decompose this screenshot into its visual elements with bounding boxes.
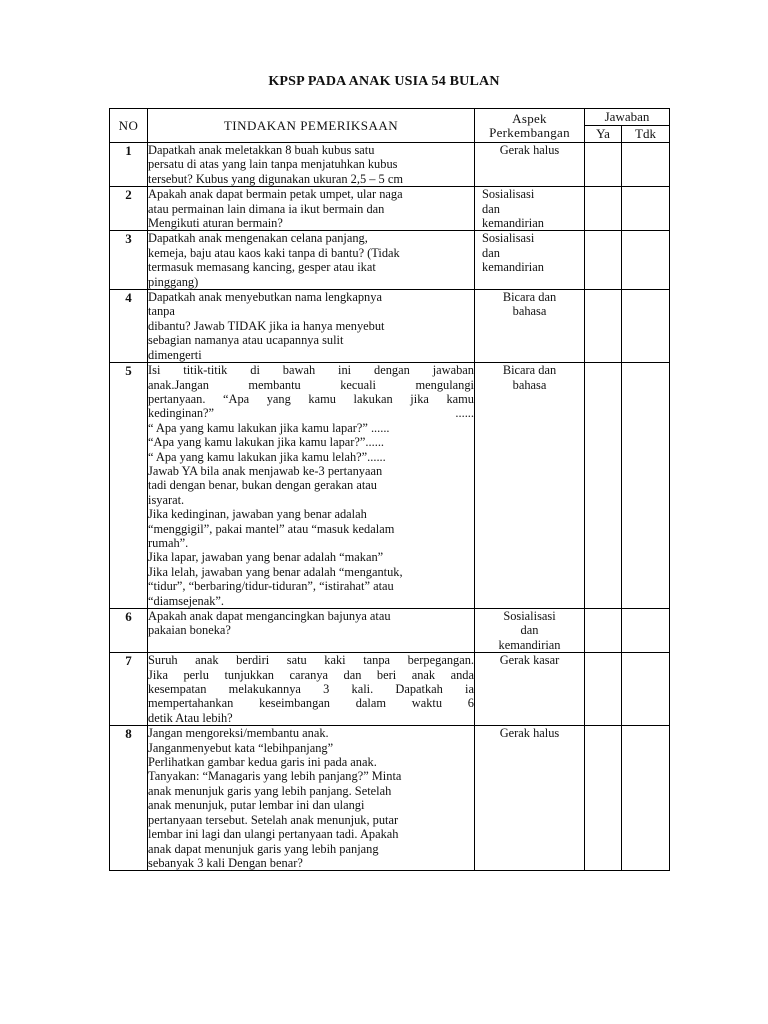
aspect-line: Gerak kasar [499,653,560,668]
question-line: pertanyaan. “Apa yang kamu lakukan jika kamu [148,391,474,406]
question-line: anak.Jangan membantu kecuali mengulangi [148,377,474,392]
answer-tdk-cell[interactable] [622,143,670,187]
question-cell [148,231,475,290]
table-row [110,187,670,231]
aspect-line: Sosialisasi [503,609,556,623]
question-line: tanpa [148,304,175,319]
answer-ya-cell[interactable] [585,653,622,726]
header-aspek-line1: Aspek [512,110,547,126]
question-line: sebanyak 3 kali Dengan benar? [148,855,303,870]
question-line: “ Apa yang kamu lakukan jika kamu lelah?”...... [148,449,386,464]
answer-tdk-cell[interactable] [622,609,670,653]
row-number: 1 [110,143,148,187]
question-line: “ Apa yang kamu lakukan jika kamu lapar?” ...... [148,420,390,435]
question-line: tersebut? Kubus yang digunakan ukuran 2,5 – 5 cm [148,171,403,186]
aspect-cell [475,143,585,187]
aspect-line: Gerak halus [499,726,560,741]
aspect-line: Gerak halus [499,143,560,157]
aspect-cell [475,726,585,871]
question-line: Dapatkah anak meletakkan 8 buah kubus satu [148,143,375,157]
answer-tdk-cell[interactable] [622,653,670,726]
aspect-line: kemandirian [482,216,544,231]
question-line: dibantu? Jawab TIDAK jika ia hanya menyebut [148,318,385,333]
question-line: atau permainan lain dimana ia ikut bermain dan [148,201,385,216]
answer-tdk-cell[interactable] [622,726,670,871]
question-line: Apakah anak dapat mengancingkan bajunya atau [148,609,391,623]
header-tindakan: TINDAKAN PEMERIKSAAN [148,109,475,143]
question-cell [148,653,475,726]
question-line: pakaian boneka? [148,623,231,638]
aspect-line: dan [520,623,539,638]
question-line: persatu di atas yang lain tanpa menjatuhkan kubus [148,157,398,172]
question-line: anak menunjuk garis yang lebih panjang. Setelah [148,783,392,798]
question-line: Tanyakan: “Managaris yang lebih panjang?” Minta [148,769,402,784]
kpsp-table [109,108,670,871]
table-row [110,290,670,363]
answer-tdk-cell[interactable] [622,187,670,231]
aspect-line: kemandirian [482,260,544,275]
row-number: 6 [110,609,148,653]
aspect-cell [475,363,585,609]
answer-tdk-cell[interactable] [622,290,670,363]
row-number: 7 [110,653,148,726]
table-row [110,653,670,726]
question-line: Jangan mengoreksi/membantu anak. [148,726,329,741]
answer-ya-cell[interactable] [585,726,622,871]
question-line: mempertahankan keseimbangan dalam waktu 6 [148,696,474,711]
question-line: lembar ini lagi dan ulangi pertanyaan tadi. Apakah [148,827,399,842]
question-line: sebagian namanya atau ucapannya sulit [148,333,344,348]
row-number: 5 [110,363,148,609]
question-line: kemeja, baju atau kaos kaki tanpa di bantu? (Tidak [148,245,400,260]
question-line: rumah”. [148,535,189,550]
question-line: Perlihatkan gambar kedua garis ini pada anak. [148,755,377,770]
question-line: tadi dengan benar, bukan dengan gerakan atau [148,478,377,493]
document-title: KPSP PADA ANAK USIA 54 BULAN [268,74,500,89]
question-line: Mengikuti aturan bermain? [148,216,283,231]
header-no: NO [110,109,148,143]
question-line: Dapatkah anak menyebutkan nama lengkapnya [148,290,382,305]
table-body [110,143,670,871]
question-line: dimengerti [148,347,202,362]
question-line: Jika kedinginan, jawaban yang benar adalah [148,507,367,522]
table-row [110,231,670,290]
aspect-line: kemandirian [498,637,561,652]
question-line: Suruh anak berdiri satu kaki tanpa berpegangan. [148,653,474,668]
row-number: 4 [110,290,148,363]
aspect-line: Bicara dan [502,290,557,305]
aspect-cell [475,653,585,726]
question-cell [148,143,475,187]
answer-ya-cell[interactable] [585,290,622,363]
aspect-line: dan [482,245,500,260]
row-number: 8 [110,726,148,871]
header-jawaban: Jawaban [585,109,670,126]
question-line: pertanyaan tersebut. Setelah anak menunjuk, putar [148,812,399,827]
question-cell [148,609,475,653]
question-line: anak dapat menunjuk garis yang lebih panjang [148,841,379,856]
answer-ya-cell[interactable] [585,363,622,609]
table-row [110,363,670,609]
aspect-line: Sosialisasi [482,231,535,246]
question-line: Jika lapar, jawaban yang benar adalah “makan” [148,550,384,565]
answer-ya-cell[interactable] [585,609,622,653]
question-cell [148,187,475,231]
aspect-line: Sosialisasi [482,187,535,202]
aspect-line: dan [482,201,500,216]
question-line: kesempatan melakukannya 3 kali. Dapatkah ia [148,682,474,697]
question-line: detik Atau lebih? [148,710,233,725]
aspect-cell [475,290,585,363]
table-row [110,726,670,871]
header-ya: Ya [585,126,622,143]
table-row [110,609,670,653]
question-line: pinggang) [148,274,199,289]
question-line: Jika lelah, jawaban yang benar adalah “mengantuk, [148,564,403,579]
answer-tdk-cell[interactable] [622,231,670,290]
aspect-line: Bicara dan [502,363,557,378]
question-line: “menggigil”, pakai mantel” atau “masuk kedalam [148,521,395,536]
aspect-cell [475,609,585,653]
question-line: isyarat. [148,492,185,507]
answer-ya-cell[interactable] [585,231,622,290]
question-line: “Apa yang kamu lakukan jika kamu lapar?”...... [148,435,385,450]
aspect-cell [475,231,585,290]
question-cell [148,290,475,363]
question-line: Dapatkah anak mengenakan celana panjang, [148,231,368,246]
header-aspek-line2: Perkembangan [489,124,570,140]
question-line: Apakah anak dapat bermain petak umpet, ular naga [148,187,403,202]
question-line: Jawab YA bila anak menjawab ke-3 pertanyaan [148,463,383,478]
question-line: “diamsejenak”. [148,593,225,608]
question-cell [148,726,475,871]
question-line: “tidur”, “berbaring/tidur-tiduran”, “istirahat” atau [148,579,394,594]
aspect-line: bahasa [512,377,547,392]
row-number: 3 [110,231,148,290]
header-tdk: Tdk [622,126,670,143]
answer-ya-cell[interactable] [585,187,622,231]
question-line: Jika perlu tunjukkan caranya dan beri anak anda [148,667,474,682]
question-line: Janganmenyebut kata “lebihpanjang” [148,740,334,755]
question-line: anak menunjuk, putar lembar ini dan ulangi [148,798,365,813]
answer-ya-cell[interactable] [585,143,622,187]
aspect-line: bahasa [512,304,547,319]
row-number: 2 [110,187,148,231]
question-line: kedinginan?” ...... [148,406,474,421]
question-line: Isi titik-titik di bawah ini dengan jawaban [148,363,474,378]
aspect-cell [475,187,585,231]
question-line: termasuk memasang kancing, gesper atau ikat [148,260,376,275]
answer-tdk-cell[interactable] [622,363,670,609]
question-cell [148,363,475,609]
header-aspek [475,109,585,143]
table-row [110,143,670,187]
